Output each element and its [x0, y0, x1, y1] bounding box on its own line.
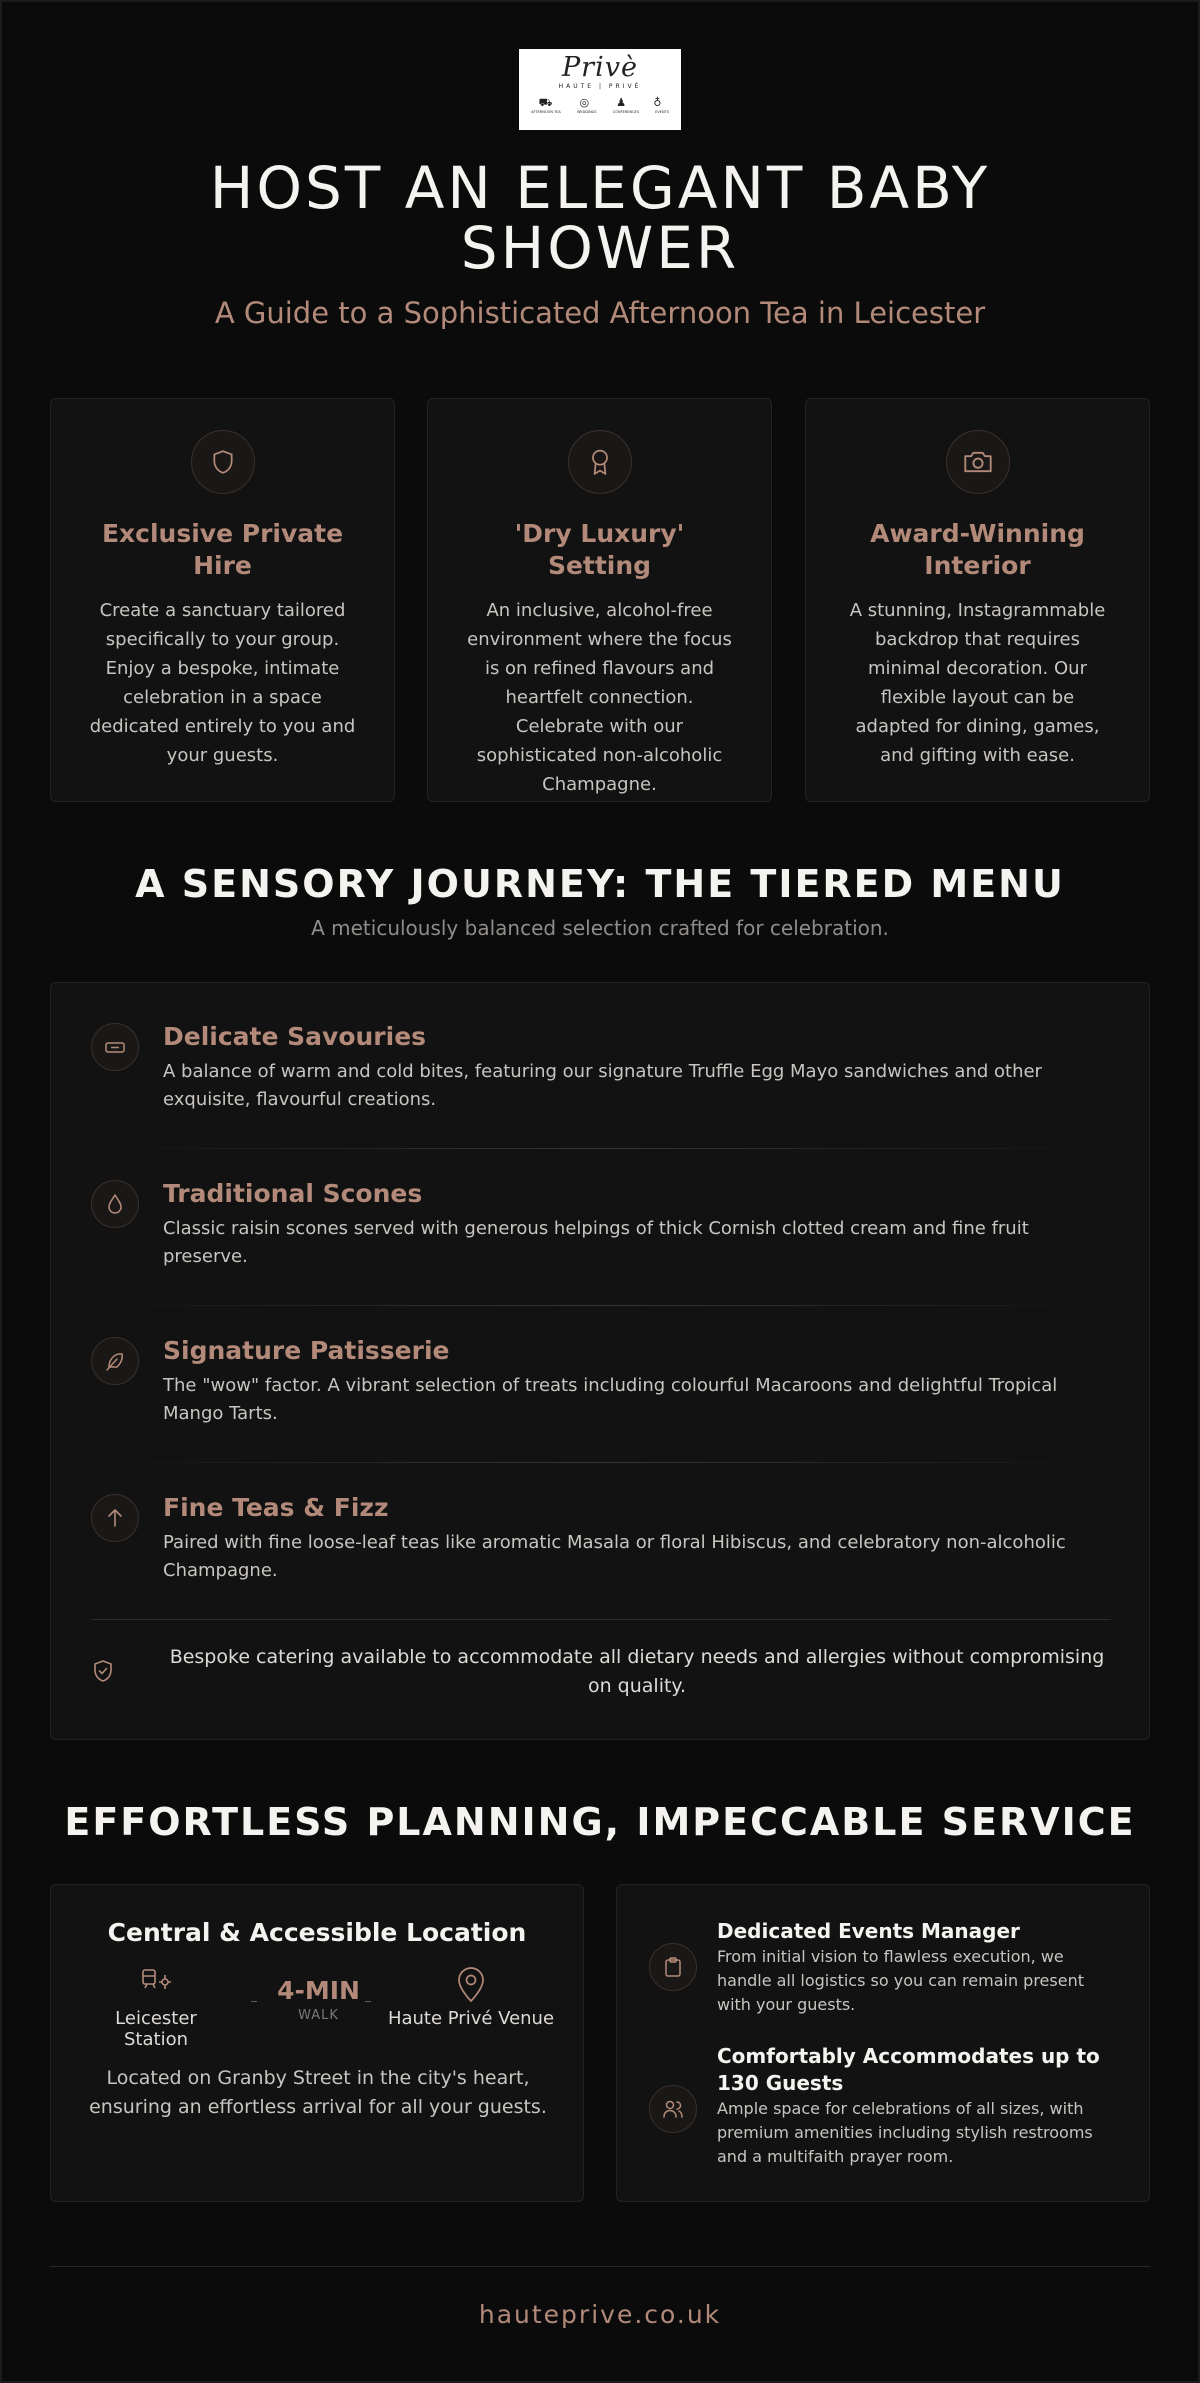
location-card: [50, 1884, 584, 2202]
location-title: Central & Accessible Location: [107, 1918, 527, 1947]
feature-text: Create a sanctuary tailored specifically to your group. Enjoy a bespoke, intimate celebration in a space dedicated entirely to you and your guests.: [89, 600, 356, 766]
menu-item-title: Fine Teas & Fizz: [163, 1493, 389, 1522]
feather-icon: [91, 1337, 139, 1385]
location-text: Located on Granby Street in the city's heart, ensuring an effortless arrival for all your guests.: [89, 2067, 547, 2118]
service-events-manager: [649, 1918, 1129, 2018]
menu-divider: [91, 1462, 1111, 1463]
train-icon: [81, 1967, 231, 2001]
menu-item-text: Classic raisin scones served with generous helpings of thick Cornish clotted cream and fine fruit preserve.: [163, 1218, 1029, 1267]
walk-time-value: 4-MIN: [277, 1976, 360, 2005]
feature-card-private-hire: [50, 398, 395, 802]
feature-title: Exclusive Private Hire: [101, 519, 344, 580]
route-start: [81, 1967, 231, 2050]
page-subtitle: A Guide to a Sophisticated Afternoon Tea in Leicester: [214, 296, 986, 330]
dietary-note: [91, 1643, 1111, 1703]
menu-item-text: Paired with fine loose-leaf teas like aromatic Masala or floral Hibiscus, and celebratory non-alcoholic Champagne.: [163, 1532, 1066, 1581]
menu-section-title: A SENSORY JOURNEY: THE TIERED MENU: [135, 862, 1065, 906]
footer-website-link[interactable]: hauteprive.co.uk: [478, 2300, 722, 2329]
menu-item-title: Signature Patisserie: [163, 1336, 450, 1365]
feature-card-dry-luxury: [427, 398, 772, 802]
sandwich-icon: [91, 1023, 139, 1071]
menu-item-text: The "wow" factor. A vibrant selection of treats including colourful Macaroons and delightful Tropical Mango Tarts.: [163, 1375, 1058, 1424]
feature-card-interior: [805, 398, 1150, 802]
map-pin-icon: [381, 1967, 561, 2001]
logo-subtitle: HAUTE | PRIVÈ: [558, 83, 642, 90]
menu-divider: [91, 1148, 1111, 1149]
award-icon: [568, 430, 632, 494]
glass-icon: ♁: [653, 96, 662, 109]
logo-tag: AFTERNOON TEA: [531, 110, 561, 114]
logo-tag: EVENTS: [655, 110, 669, 114]
feature-text: An inclusive, alcohol-free environment where the focus is on refined flavours and heartfelt connection. Celebrate with our sophisticated non-alcoholic Champagne.: [467, 600, 732, 795]
logo-icons: [519, 97, 681, 108]
service-text: Ample space for celebrations of all sizes, with premium amenities including stylish restrooms and a multifaith prayer room.: [717, 2099, 1093, 2166]
camera-icon: [946, 430, 1010, 494]
dietary-note-text: Bespoke catering available to accommodate all dietary needs and allergies without compromising on quality.: [169, 1646, 1105, 1697]
service-text: From initial vision to flawless execution, we handle all logistics so you can remain present with your guests.: [717, 1947, 1084, 2014]
car-icon: ⛟: [538, 96, 553, 109]
walk-time-label: WALK: [298, 2008, 339, 2023]
walk-time: [266, 1967, 371, 2023]
service-capacity: [649, 2043, 1129, 2173]
route-start-label: Leicester Station: [115, 2008, 197, 2050]
logo-tag: WEDDINGS: [576, 110, 597, 114]
droplet-icon: [91, 1180, 139, 1228]
feature-title: 'Dry Luxury' Setting: [514, 519, 685, 580]
footer-divider: [50, 2266, 1150, 2267]
arrow-up-icon: [91, 1494, 139, 1542]
rings-icon: ◎: [579, 96, 590, 109]
menu-divider: [91, 1305, 1111, 1306]
clipboard-icon: [649, 1943, 697, 1991]
route-graphic: [51, 1967, 585, 2050]
feature-title: Award-Winning Interior: [870, 519, 1085, 580]
route-end: [381, 1967, 561, 2029]
menu-section-subtitle: A meticulously balanced selection crafted for celebration.: [311, 916, 889, 940]
services-card: [616, 1884, 1150, 2202]
menu-item-title: Traditional Scones: [163, 1179, 423, 1208]
route-dash: [251, 2001, 257, 2002]
brand-logo[interactable]: [519, 49, 681, 130]
people-icon: ♟: [616, 96, 627, 109]
route-dash: [365, 2001, 371, 2002]
shield-icon: [191, 430, 255, 494]
service-title: Comfortably Accommodates up to 130 Guests: [717, 2044, 1100, 2095]
menu-item-title: Delicate Savouries: [163, 1022, 427, 1051]
menu-panel: [50, 982, 1150, 1740]
planning-section-title: EFFORTLESS PLANNING, IMPECCABLE SERVICE: [64, 1800, 1136, 1844]
logo-script: Privè: [562, 52, 638, 83]
service-title: Dedicated Events Manager: [717, 1919, 1020, 1943]
page-title: HOST AN ELEGANT BABY SHOWER: [209, 154, 991, 282]
users-icon: [649, 2085, 697, 2133]
logo-tag: CONFERENCES: [612, 110, 639, 114]
route-end-label: Haute Privé Venue: [387, 2008, 555, 2029]
feature-text: A stunning, Instagrammable backdrop that requires minimal decoration. Our flexible layout can be adapted for dining, games, and gifting with ease.: [849, 600, 1106, 766]
shield-check-icon: [91, 1659, 115, 1689]
menu-divider: [91, 1619, 1111, 1620]
menu-item-text: A balance of warm and cold bites, featuring our signature Truffle Egg Mayo sandwiches and other exquisite, flavourful creations.: [163, 1061, 1042, 1110]
